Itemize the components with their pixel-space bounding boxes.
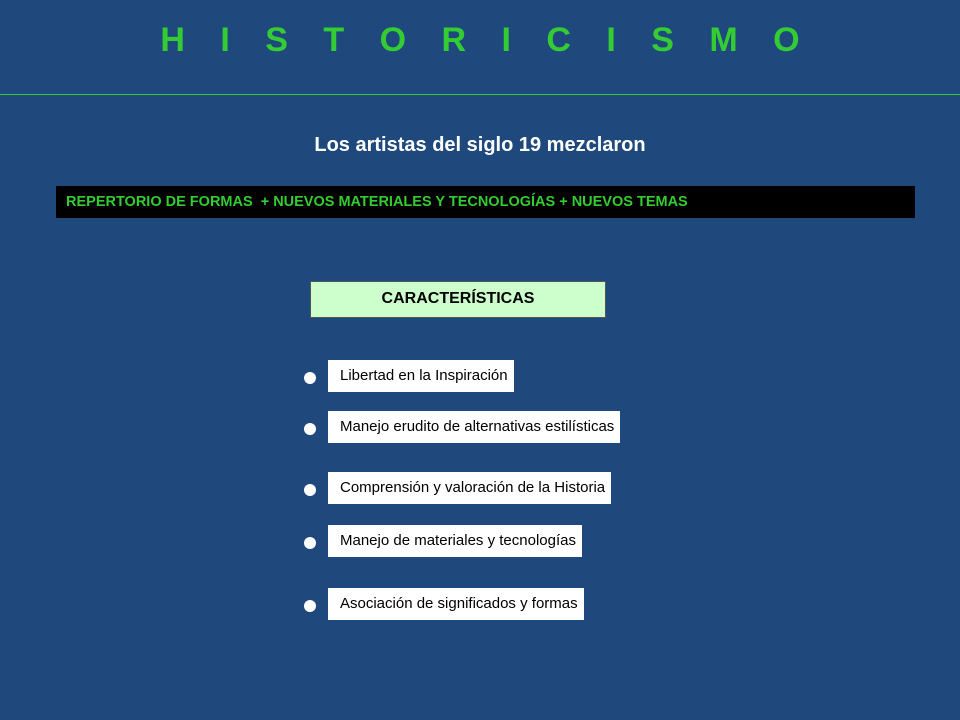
bullet-icon [304, 537, 316, 549]
characteristic-label: Manejo erudito de alternativas estilísticas [328, 411, 620, 443]
title-divider [0, 94, 960, 95]
bullet-icon [304, 372, 316, 384]
bullet-icon [304, 600, 316, 612]
slide-title: H I S T O R I C I S M O [160, 21, 813, 59]
characteristic-label: Comprensión y valoración de la Historia [328, 472, 611, 504]
bullet-icon [304, 423, 316, 435]
bullet-icon [304, 484, 316, 496]
characteristic-label: Libertad en la Inspiración [328, 360, 514, 392]
characteristics-header: CARACTERÍSTICAS [310, 281, 606, 318]
characteristic-label: Manejo de materiales y tecnologías [328, 525, 582, 557]
characteristic-label: Asociación de significados y formas [328, 588, 584, 620]
formula-banner: REPERTORIO DE FORMAS + NUEVOS MATERIALES Y TECNOLOGÍAS + NUEVOS TEMAS [56, 186, 915, 218]
slide-subtitle: Los artistas del siglo 19 mezclaron [314, 134, 646, 156]
